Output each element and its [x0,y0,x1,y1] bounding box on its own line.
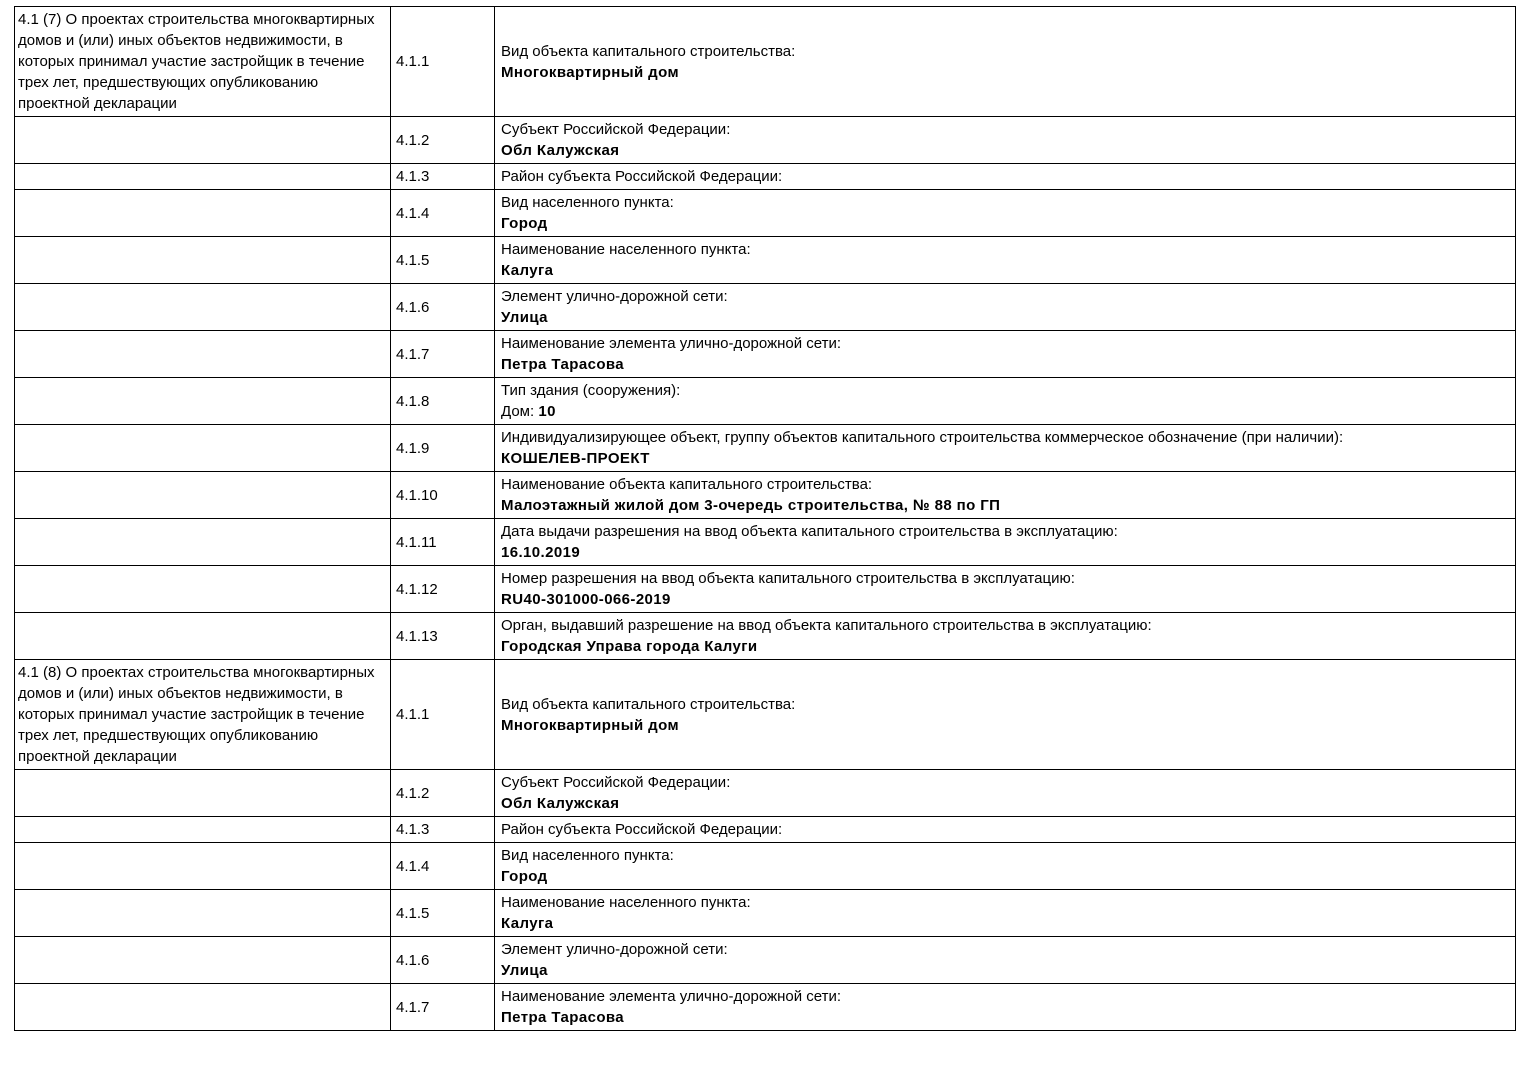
row-code: 4.1.4 [391,843,495,890]
field-label: Наименование элемента улично-дорожной сети: [501,988,842,1005]
section-cell-empty [15,284,391,331]
field-label: Вид населенного пункта: [501,847,674,864]
section-cell-empty [15,613,391,660]
field-value: Петра Тарасова [501,356,625,373]
section-cell-empty [15,937,391,984]
field-value-line [501,866,1509,887]
section-cell-empty [15,843,391,890]
field-label: Индивидуализирующее объект, группу объектов капитального строительства коммерческое обозначение (при наличии): [501,429,1344,446]
section-cell-empty [15,378,391,425]
field-value: 16.10.2019 [501,544,581,561]
table-row [15,770,1516,817]
table-row [15,937,1516,984]
row-code: 4.1.6 [391,284,495,331]
row-content [495,472,1516,519]
row-content [495,613,1516,660]
row-content [495,817,1516,843]
row-code: 4.1.1 [391,660,495,770]
field-label: Элемент улично-дорожной сети: [501,941,728,958]
field-value: 10 [538,403,556,420]
row-code: 4.1.1 [391,7,495,117]
row-content [495,284,1516,331]
table-row [15,164,1516,190]
field-value-line [501,715,1509,736]
table-row [15,817,1516,843]
row-content [495,190,1516,237]
field-value: Многоквартирный дом [501,716,679,734]
table-row [15,984,1516,1031]
row-code: 4.1.13 [391,613,495,660]
field-value-line [501,448,1509,469]
section-cell-empty [15,817,391,843]
field-label: Субъект Российской Федерации: [501,774,731,791]
table-row [15,843,1516,890]
field-label: Дата выдачи разрешения на ввод объекта капитального строительства в эксплуатацию: [501,523,1118,540]
row-code: 4.1.7 [391,984,495,1031]
section-cell-empty [15,566,391,613]
row-content [495,117,1516,164]
field-value: Город [501,868,548,885]
table-row [15,613,1516,660]
field-value-line [501,307,1509,328]
row-code: 4.1.3 [391,164,495,190]
field-value-line [501,542,1509,563]
row-content [495,660,1516,770]
table-row [15,472,1516,519]
row-content [495,164,1516,190]
field-value: Улица [501,962,548,979]
field-value: Калуга [501,262,554,279]
field-value-line [501,401,1509,422]
table-row [15,190,1516,237]
field-value: Многоквартирный дом [501,63,679,81]
section-cell-empty [15,190,391,237]
field-label: Наименование элемента улично-дорожной сети: [501,335,842,352]
field-value-prefix: Дом: [501,403,539,420]
section-cell-empty [15,519,391,566]
field-label: Вид объекта капитального строительства: [501,42,796,60]
field-value-line [501,589,1509,610]
row-code: 4.1.4 [391,190,495,237]
row-content [495,984,1516,1031]
row-content [495,937,1516,984]
field-value: RU40-301000-066-2019 [501,591,671,608]
project-declaration-table [14,6,1516,1031]
row-content [495,7,1516,117]
section-cell-empty [15,770,391,817]
field-value: КОШЕЛЕВ-ПРОЕКТ [501,450,650,467]
row-content [495,770,1516,817]
row-code: 4.1.10 [391,472,495,519]
table-row [15,519,1516,566]
table-row [15,331,1516,378]
section-cell-empty [15,164,391,190]
row-code: 4.1.3 [391,817,495,843]
field-value-line [501,260,1509,281]
field-label: Номер разрешения на ввод объекта капитального строительства в эксплуатацию: [501,570,1075,587]
table-row [15,890,1516,937]
section-cell-empty [15,117,391,164]
row-code: 4.1.6 [391,937,495,984]
row-code: 4.1.2 [391,117,495,164]
field-value-line [501,636,1509,657]
section-cell-empty [15,890,391,937]
field-label: Район субъекта Российской Федерации: [501,821,783,838]
field-label: Наименование населенного пункта: [501,894,751,911]
row-content [495,237,1516,284]
field-value-line [501,1007,1509,1028]
field-label: Вид объекта капитального строительства: [501,695,796,713]
section-cell-empty [15,984,391,1031]
field-label: Субъект Российской Федерации: [501,121,731,138]
field-value-line [501,495,1509,516]
row-content [495,378,1516,425]
field-value: Обл Калужская [501,142,620,159]
field-value: Городская Управа города Калуги [501,638,758,655]
row-code: 4.1.5 [391,890,495,937]
row-code: 4.1.2 [391,770,495,817]
section-cell-empty [15,237,391,284]
table-row [15,237,1516,284]
row-code: 4.1.9 [391,425,495,472]
field-value: Город [501,215,548,232]
field-label: Орган, выдавший разрешение на ввод объекта капитального строительства в эксплуатацию: [501,617,1152,634]
field-value: Малоэтажный жилой дом 3-очередь строительства, № 88 по ГП [501,497,1001,514]
row-content [495,331,1516,378]
field-value-line [501,960,1509,981]
field-value-line [501,793,1509,814]
field-value: Улица [501,309,548,326]
table-row [15,117,1516,164]
table-row [15,378,1516,425]
field-label: Тип здания (сооружения): [501,382,681,399]
section-description: 4.1 (7) О проектах строительства многоквартирных домов и (или) иных объектов недвижимости, в которых принимал участие застройщик в течение трех лет, предшествующих опубликованию проектной декларации [15,7,391,117]
section-cell-empty [15,331,391,378]
section-cell-empty [15,425,391,472]
field-label: Наименование населенного пункта: [501,241,751,258]
field-value-line [501,354,1509,375]
row-content [495,843,1516,890]
row-code: 4.1.12 [391,566,495,613]
row-code: 4.1.7 [391,331,495,378]
field-value: Калуга [501,915,554,932]
row-content [495,890,1516,937]
row-code: 4.1.5 [391,237,495,284]
section-cell-empty [15,472,391,519]
field-value: Обл Калужская [501,795,620,812]
row-content [495,519,1516,566]
section-description: 4.1 (8) О проектах строительства многоквартирных домов и (или) иных объектов недвижимости, в которых принимал участие застройщик в течение трех лет, предшествующих опубликованию проектной декларации [15,660,391,770]
field-value-line [501,62,1509,83]
declaration-table-body [15,7,1516,1031]
table-row [15,7,1516,117]
table-row [15,425,1516,472]
field-value-line [501,913,1509,934]
field-value-line [501,213,1509,234]
table-row [15,566,1516,613]
field-value: Петра Тарасова [501,1009,625,1026]
field-label: Вид населенного пункта: [501,194,674,211]
field-value-line [501,140,1509,161]
table-row [15,660,1516,770]
field-label: Район субъекта Российской Федерации: [501,168,783,185]
row-content [495,425,1516,472]
row-code: 4.1.11 [391,519,495,566]
row-code: 4.1.8 [391,378,495,425]
field-label: Элемент улично-дорожной сети: [501,288,728,305]
table-row [15,284,1516,331]
field-label: Наименование объекта капитального строительства: [501,476,873,493]
row-content [495,566,1516,613]
